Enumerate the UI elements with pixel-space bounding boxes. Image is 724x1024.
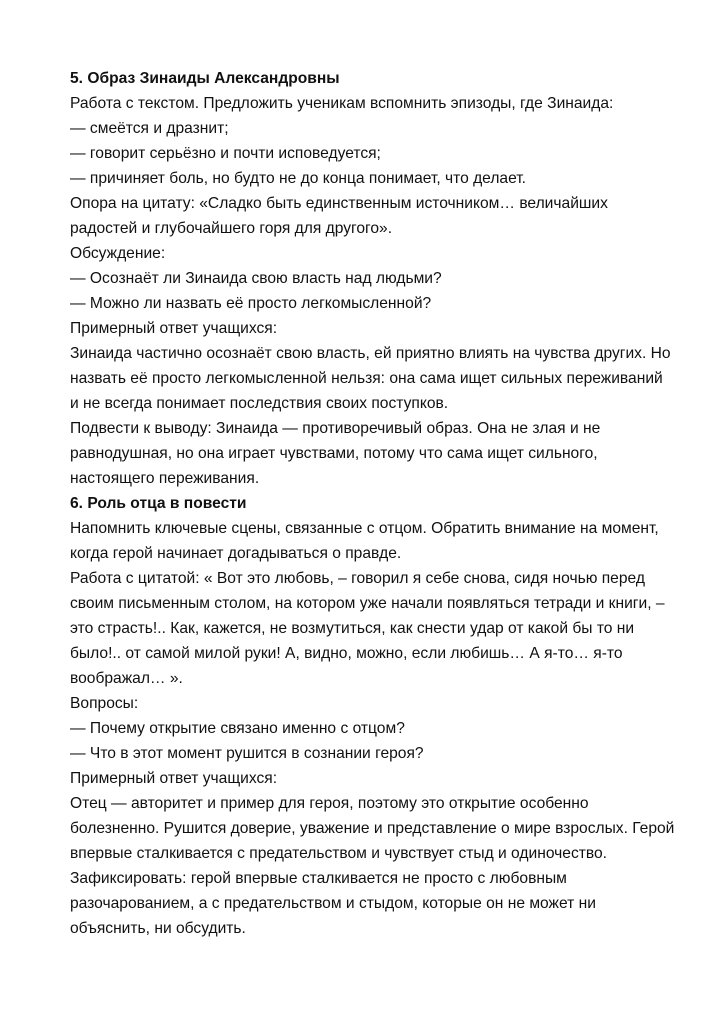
- section-6-heading: 6. Роль отца в повести: [70, 495, 247, 512]
- section-5-line: и не всегда понимает последствия своих поступков.: [70, 395, 449, 412]
- section-5-line: Примерный ответ учащихся:: [70, 320, 278, 337]
- section-6-line: Работа с цитатой: « Вот это любовь, – говорил я себе снова, сидя ночью перед: [70, 570, 645, 587]
- section-6-line: Вопросы:: [70, 695, 139, 712]
- section-6-line: впервые сталкивается с предательством и чувствует стыд и одиночество.: [70, 845, 607, 862]
- section-5-line: Зинаида частично осознаёт свою власть, ей приятно влиять на чувства других. Но: [70, 345, 671, 362]
- section-6-line: — Что в этот момент рушится в сознании героя?: [70, 745, 424, 762]
- section-5-heading: 5. Образ Зинаиды Александровны: [70, 70, 340, 87]
- section-6-line: болезненно. Рушится доверие, уважение и представление о мире взрослых. Герой: [70, 820, 675, 837]
- section-5-line: Подвести к выводу: Зинаида — противоречивый образ. Она не злая и не: [70, 420, 601, 437]
- document-page: [70, 66, 680, 941]
- section-6-line: Напомнить ключевые сцены, связанные с отцом. Обратить внимание на момент,: [70, 520, 659, 537]
- section-6-line: это страсть!.. Как, кажется, не возмутиться, как снести удар от какой бы то ни: [70, 620, 635, 637]
- section-5-line: — Осознаёт ли Зинаида свою власть над людьми?: [70, 270, 442, 287]
- section-5-line: радостей и глубочайшего горя для другого».: [70, 220, 393, 237]
- section-6-line: когда герой начинает догадываться о правде.: [70, 545, 402, 562]
- section-6-line: объяснить, ни обсудить.: [70, 920, 246, 937]
- section-5-line: Опора на цитату: «Сладко быть единственным источником… величайших: [70, 195, 608, 212]
- section-6-line: Примерный ответ учащихся:: [70, 770, 278, 787]
- section-5-line: Обсуждение:: [70, 245, 166, 262]
- section-5-line: — Можно ли назвать её просто легкомысленной?: [70, 295, 432, 312]
- section-5-line: Работа с текстом. Предложить ученикам вспомнить эпизоды, где Зинаида:: [70, 95, 614, 112]
- section-6-line: воображал… ».: [70, 670, 183, 687]
- section-5-line: равнодушная, но она играет чувствами, потому что сама ищет сильного,: [70, 445, 598, 462]
- section-5-line: назвать её просто легкомысленной нельзя: она сама ищет сильных переживаний: [70, 370, 663, 387]
- section-5-line: — смеётся и дразнит;: [70, 120, 229, 137]
- section-6-line: разочарованием, а с предательством и стыдом, которые он не может ни: [70, 895, 596, 912]
- section-6-line: своим письменным столом, на котором уже начали появляться тетради и книги, –: [70, 595, 665, 612]
- section-6-line: — Почему открытие связано именно с отцом?: [70, 720, 405, 737]
- section-5-line: настоящего переживания.: [70, 470, 260, 487]
- section-6-line: Зафиксировать: герой впервые сталкивается не просто с любовным: [70, 870, 567, 887]
- section-5-line: — причиняет боль, но будто не до конца понимает, что делает.: [70, 170, 527, 187]
- section-6-line: Отец — авторитет и пример для героя, поэтому это открытие особенно: [70, 795, 589, 812]
- section-6-line: было!.. от самой милой руки! А, видно, можно, если любишь… А я-то… я-то: [70, 645, 623, 662]
- section-5-line: — говорит серьёзно и почти исповедуется;: [70, 145, 381, 162]
